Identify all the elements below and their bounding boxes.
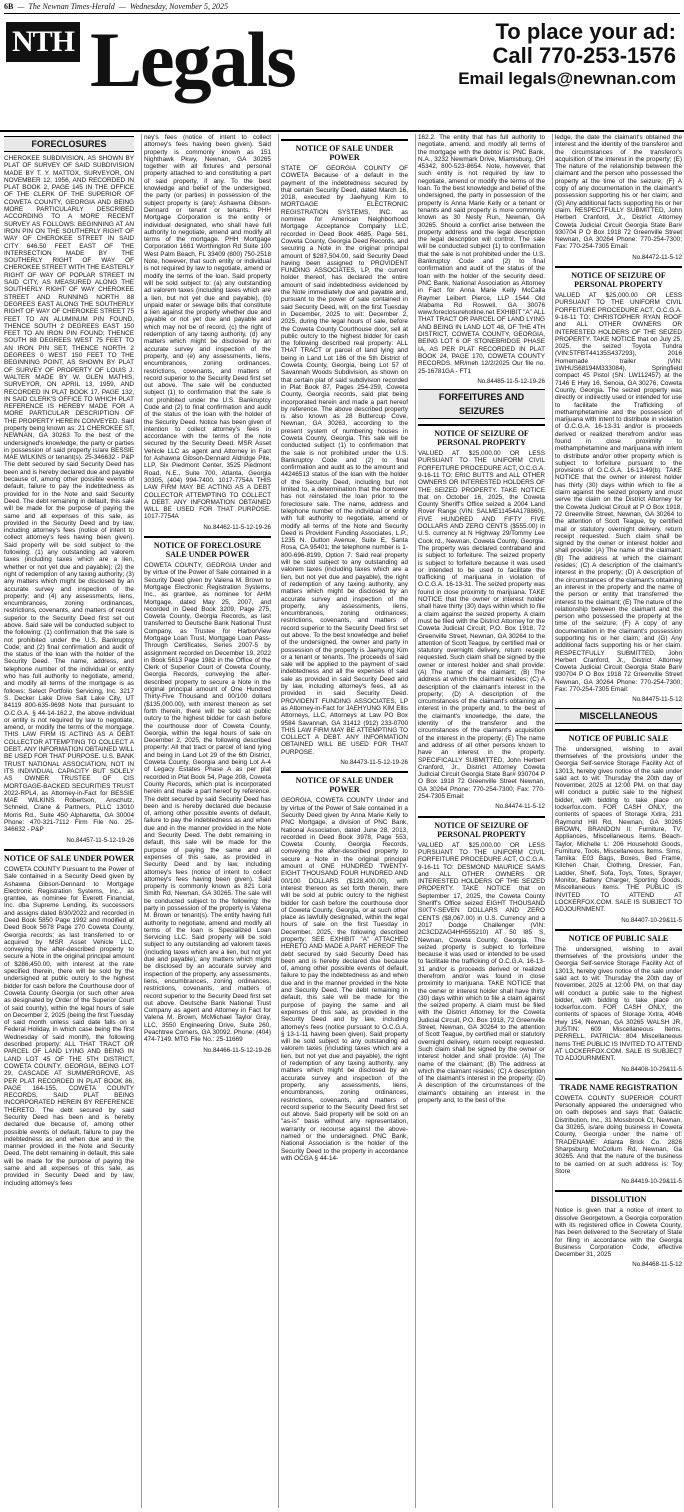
notice-reference-number: No.84408-10-29&11-5 [621,1065,682,1073]
notice-heading: NOTICE OF SALE UNDER POWER [281,139,408,162]
notice-reference-number: No.84419-10-29&11-5 [621,1178,682,1186]
legal-columns [4,134,684,1508]
notice-reference-number: No.84462-11-5-12-19-26 [203,523,271,531]
notice-reference-number: No.84472-11-5-12 [632,253,682,261]
section-header: MISCELLANEOUS [555,708,682,724]
notice-body: COWETA COUNTY, GEORGIA Under and by virtue of the Power of Sale contained in a Security Deed given by Valena M. Brown to Mortgage Electronic Registration Systems, Inc., as grantee, as nominee for AHM Mortgage, dated May 25, 2007, and recorded in Deed Book 3209, Page 275, Coweta County, Georgia Records, as last transferred to Deutsche Bank National Trust Company, as Trustee for HarborView Mortgage Loan Trust, Mortgage Loan Pass-Through Certificates, Series 2007-5 by assignment recorded on December 19, 2022 in Book 5613 Page 1982 in the Office of the Clerk of Superior Court of Coweta County, Georgia Records, conveying the after-described property to secure a Note in the original principal amount of One Hundred Thirty-Five Thousand and 00/100 dollars ($135,000.00), with interest thereon as set forth therein, there will be sold at public outcry to the highest bidder for cash before the courthouse door of Coweta County, Georgia, within the legal hours of sale on December 2, 2025, the following described property: All that tract or parcel of land lying and being in Land Lot 29 of the 6th District, Coweta County, Georgia and being Lot A-4 of Legacy Estates Phase A as per plat recorded in Plat Book 54, Page 208, Coweta County Records, which plat is incorporated herein and made a part hereof by reference. The debt secured by said Security Deed has been and is hereby declared due because of, among other possible events of default, failure to pay the indebtedness as and when due and in the manner provided in the Note and Security Deed. The debt remaining in default, this sale will be made for the purpose of paying the same and all expenses of this sale, as provided in Security Deed and by law, including attorney's fees (notice of intent to collect attorney's fees having been given). Said property is commonly known as 821 Lora Smith Rd, Newnan, GA 30265. The sale will be conducted subject to the following: the party in possession of the property is Valena M. Brown or tenant(s). The entity having full authority to negotiate, amend and modify all terms of the loan is Specialized Loan Servicing LLC. Said property will be sold subject to any outstanding ad valorem taxes (including taxes which are a lien, but not yet due and payable), any matters which might be disclosed by an accurate survey and inspection of the property, any assessments, liens, encumbrances, zoning ordinances, restrictions, covenants, and matters of record superior to the Security Deed first set out above. Deutsche Bank National Trust Company as agent and Attorney in Fact for Valena M. Brown, McMichael Taylor Gray, LLC, 3550 Engineering Drive, Suite 260, Peachtree Corners, GA 30092. Phone: (404) 474-7149. MTG File No.: 25-11669 [144,562,273,1044]
notice-body: GEORGIA, COWETA COUNTY Under and by virtue of the Power of Sale contained in a Security Deed given by Anna Marie Kelly to PNC Mortgage, a division of PNC Bank, National Association, dated June 28, 2013, recorded in Deed Book 3978, Page 553, Coweta County, Georgia Records, conveying the after-described property to secure a Note in the original principal amount of ONE HUNDRED TWENTY-EIGHT THOUSAND FOUR HUNDRED AND 00/100 DOLLARS ($128,400.00), with interest thereon as set forth therein, there will be sold at public outcry to the highest bidder for cash before the courthouse door of Coweta County, Georgia, or at such other place as lawfully designated, within the legal hours of sale on the first Tuesday in December, 2025, the following described property: SEE EXHIBIT "A" ATTACHED HERETO AND MADE A PART HEREOF The debt secured by said Security Deed has been and is hereby declared due because of, among other possible events of default, failure to pay the indebtedness as and when due and in the manner provided in the Note and Security Deed. The debt remaining in default, this sale will be made for the purpose of paying the same and all expenses of this sale, as provided in the Security Deed and by law, including attorney's fees (notice pursuant to O.C.G.A. § 13-1-11 having been given). Said property will be sold subject to any outstanding ad valorem taxes (including taxes which are a lien, but not yet due and payable), the right of redemption of any taxing authority, any matters which might be disclosed by an accurate survey and inspection of the property, any assessments, liens, encumbrances, zoning ordinances, restrictions, covenants, and matters of record superior to the Security Deed first set out above. Said property will be sold on an "as-is" basis without any representation, warranty or recourse against the above-named or the undersigned. PNC Bank, National Association is the holder of the Security Deed to the property in accordance with OCGA § 44-14- [281,797,410,1162]
notice-heading: NOTICE OF SEIZURE OF PERSONAL PROPERTY [418,816,545,839]
notice-body: VALUED AT $25,000.00 OR LESS PURSUANT TO THE UNIFORM CIVIL FORFEITURE PROCEDURE ACT, O.C.G.A. 9-16-11 TO: ERIC BUTTS and ALL OTHER OWNERS OR INTERESTED HOLDERS OF THE SEIZED PROPERTY. TAKE NOTICE that on October 16, 2025, the Coweta County Sheriff's Office seized a 2004 Land Rover Range (VIN: SALME11454A178860), FIVE HUNDRED AND FIFTY FIVE DOLLARS AND ZERO CENTS ($555.00) in U.S. currency at N Highway 29/Tommy Lee Cook rd., Newnan, Coweta County, Georgia. The property was declared contraband and is subject to forfeiture. The seized property is subject to forfeiture because it was used or intended to be used to facilitate the trafficking of marijuana in violation of O.C.G.A. 16-13-31. The seized property was found in close proximity to marijuana. TAKE NOTICE that the owner or interest holder shall have thirty (30) days within which to file a claim against the seized property. A claim must be filed with the District Attorney for the Coweta Judicial Circuit, P.O. Box 1918, 72 Greenville Street, Newnan, GA 30264 to the attention of Scott Teague, by certified mail or statutory overnight delivery, return receipt requested. Such claim shall be signed by the owner or interest holder and shall provide: (A) The name of the claimant; (B) The address at which the claimant resides; (C) A description of the claimant's interest in the property; (D) A description of the circumstances of the claimant's obtaining an interest in the property and, to the best of the claimant's knowledge, the date, the identity of the transferor and the circumstances of the claimant's acquisition of the interest in the property; (E) The name and address of all other persons known to have an interest in the property. SPECIFICALLY SUBMITTED, John Herbert Cranford, Jr., District Attorney Coweta Judicial Circuit Georgia State Bar# 930704 P O Box 1918 72 Greenville Street Newnan, GA 30264 Phone: 770-254-7300; Fax: 770-254-7305 Email: [418,450,547,801]
issue-date: Wednesday, November 5, 2025 [129,2,228,11]
place-ad-heading: To place your ad: [495,19,676,44]
notice-body: STATE OF GEORGIA COUNTY OF COWETA Because of a default in the payment of the indebtedness secured by that certain Security Deed, dated March 16, 2018, executed by Jaehyung Kim to MORTGAGE ELECTRONIC REGISTRATION SYSTEMS, INC. as nominee for American Neighborhood Mortgage Acceptance Company LLC, recorded in Deed Book 4685, Page 561, Coweta County, Georgia Deed Records, and securing a Note in the original principal amount of $287,504.00, said Security Deed having been assigned to PROVIDENT FUNDING ASSOCIATES, LP, the current holder thereof, has declared the entire amount of said indebtedness evidenced by the Note immediately due and payable and, pursuant to the power of sale contained in said Security Deed, will, on the first Tuesday in December, 2025 to wit: December 2, 2025, during the legal hours of sale, before the Coweta County Courthouse door, sell at public outcry to the highest bidder for cash the following described real property: ALL THAT TRACT or parcel of land lying and being in Land Lot 186 of the 5th District of Coweta County, Georgia, being Lot 57 of Savannah Woods Subdivision, as shown on that certain plat of said subdivision recorded in Plat Book 87, Pages 254-259, Coweta County, Georgia records, said plat being incorporated herein and made a part hereof by reference. The above described property is also known as 28 Buttercup Cove, Newnan, GA 30263, according to the present system of numbering houses in Coweta County, Georgia. This sale will be conducted subject (1) to confirmation that the sale is not prohibited under the U.S. Bankruptcy Code and (2) to final confirmation and audit as to the amount and 44246513 status of the loan with the holder of the Security Deed, including but not limited to, a determination that the borrower has not reinstated the loan prior to the foreclosure sale. The name, address and telephone number of the individual or entity with full authority to negotiate, amend or modify all terms of the Note and Security Deed is Provident Funding Associates, L.P., 1235 N. Dutton Avenue, Suite E, Santa Rosa, CA 95401; the telephone number is 1-800-696-8199, Option 7. Said real property will be sold subject to any outstanding ad valorem taxes (including taxes which are a lien, but not yet due and payable), the right of redemption of any taxing authority, any matters which might be disclosed by an accurate survey and inspection of the property, any assessments, liens, encumbrances, zoning ordinances, restrictions, covenants, and matters of record superior to the Security Deed first set out above. To the best knowledge and belief of the undersigned, the owner and party in possession of the property is Jaehyung Kim or a tenant or tenants. The proceeds of said sale will be applied to the payment of said indebtedness and all the expenses of said sale as provided in said Security Deed and by law, including attorney's fees, all as provided in said Security Deed. PROVIDENT FUNDING ASSOCIATES, LP as Attorney-in-Fact for JAEHYUNG KIM Ellis Attorneys, LLC, Attorneys at Law PO Box 9584 Savannah, GA 31412 (912) 233-0700 THIS LAW FIRM MAY BE ATTEMPTING TO COLLECT A DEBT. ANY INFORMATION OBTAINED WILL BE USED FOR THAT PURPOSE. [281,165,410,756]
notice-body: ledge, the date the claimant's obtained the interest and the identity of the transferor and the circumstances of the transferor's acquisition of the interest in the property; (E) The nature of the relationship between the claimant and the person who possessed the property at the time of the seizure; (F) A copy of any documentation in the claimant's possession supporting his or her claim; and (G) Any additional facts supporting his or her claim. RESPECTFULLY SUBMITTED, John Herbert Cranford, Jr., District Attorney Coweta Judicial Circuit Georgia State Bar# 930704 P O Box 1918 72 Greenville Street Newnan, GA 30264 Phone: 770-254-7300; Fax: 770-254-7305 Email: [555,134,684,251]
notice-reference-number: No.84457-11-5-12-19-26 [66,836,134,844]
place-ad-phone: Call 770-253-1576 [492,43,676,68]
notice-body: VALUED AT $25,000.00 OR LESS PURSUANT TO THE UNIFORM CIVIL FORFEITURE PROCEDURE ACT, O.C.G.A. 9-16-11 TO: DESMOND MAURICE SAMS and ALL OTHER OWNERS OR INTERESTED HOLDERS OF THE SEIZED PROPERTY. TAKE NOTICE that on September 17, 2025, the Coweta County Sheriff's Office seized EIGHT THOUSAND SIXTY-SEVEN DOLLARS AND ZERO CENTS ($8,067.00) in U.S. Currency and a 2017 Dodge Challenger (VIN: 2C3CDZAG4HH555210) AT 50 I85 S, Newnan, Coweta County, Georgia. The seized property is subject to forfeiture because it was used or intended to be used to facilitate the trafficking of O.C.G.A. 16-13-31 and/or is proceeds derived or realized therefrom and/or was found in close proximity to marijuana. TAKE NOTICE that the owner or interest holder shall have thirty (30) days within which to file a claim against the seized property. A claim must be filed with the District Attorney for the Coweta Judicial Circuit, P.O. Box 1918, 72 Greenville Street, Newnan, GA 30264 to the attention of Scott Teague, by certified mail or statutory overnight delivery, return receipt requested. Such claim shall be signed by the owner or interest holder and shall provide: (A) The name of the claimant; (B) The address at which the claimant resides; (C) A description of the claimant's interest in the property; (D) A description of the circumstances of the claimant's obtaining an interest in the property and, to the best of the [418,841,547,1105]
notice-reference-number: No.84466-11-5-12-19-26 [203,1046,271,1054]
notice-heading: NOTICE OF PUBLIC SALE [555,929,682,943]
page-label: 6B [4,2,14,11]
page-top-line: 6B — The Newnan Times-Herald — Wednesday, November 5, 2025 [4,2,680,14]
notice-body: Notice is given that a notice of intent to dissolve Georgetown, a Georgia corporation with its registered office in Coweta County, has been delivered to the Secretary of State for filing in accordance with the Georgia Business Corporation Code, effective December 31, 2025 [555,1207,684,1259]
notice-reference-number: No.84473-11-5-12-19-26 [340,759,408,767]
nth-logo: NTH [6,22,80,62]
notice-body: COWETA COUNTY SUPERIOR COURT Personally appeared the undersigned who on oath deposes and says that: Galactic Distribution, Inc., 31 Mossbrook Ct, Newnan, Ga 30265, is/are doing business in Coweta County, Georgia under the name of: TRADENAME: Atlanta Brick Co. 2826 Sharpsburg McCollum Rd, Newnan, Ga 30265. And that the nature of the business to be carried on at such address is: Toy Store [555,1094,684,1175]
notice-body: The undersigned, wishing to avail themselves of the provisions under the Georgia Self-service Storage Facility Act of 13013, hereby gives notice of the sale under said act to wit: Thursday the 20th day of November, 2025 at 12:00 PM. on that day will conduct a public sale to the highest bidder, with bidding to take place on lockerfox.com. FOR CASH ONLY, the contents of spaces of Storage Xxtra, 4046 Hwy 154, Newnan, GA 30265 WALSH JR, JUSTIN: 609 Miscellaneous Items. PERRELL, PATRICIA: 804 Miscellaneous Items THE PUBLIC IS INVITED TO ATTEND AT LOCKERFOX.COM. SALE IS SUBJECT TO ADJOURNMENT. [555,945,684,1063]
notice-heading: NOTICE OF SALE UNDER POWER [281,771,408,794]
notice-heading: NOTICE OF FORECLOSURE SALE UNDER POWER [144,536,271,559]
column-1 [4,134,134,1508]
notice-body: VALUED AT $25,000.00 OR LESS PURSUANT TO THE UNIFORM CIVIL FORFEITURE PROCEDURE ACT, O.C.G.A. 9-16-11 TO: CHRISTOPHER RYAN ROOF and ALL OTHER OWNERS OR INTERESTED HOLDERS OF THE SEIZED PROPERTY. TAKE NOTICE that on July 25, 2025, the seized Toyota Tundra (VIN:5TFBT44135S437293), 2016 Homemade trailer (VIN: 1WHUS68194M333084), Springfield compact 45 Pistol (SN: LW112457) at the 7146 E Hwy 16, Senoia, GA 30276, Coweta County, Georgia. The seized property was directly or indirectly used or intended for use to facilitate the Trafficking of methamphetamine and the possession of marijuana with intent to distribute in violation of O.C.G.A. 16-13-31 and/or is proceeds derived or realized therefrom and/or was found in close proximity to methamphetamine and marijuana with intent to distribute and/or other property which is subject to forfeiture pursuant to the provisions of O.C.G.A. 16-13-49(b). TAKE NOTICE that the owner or interest holder has thirty (30) days within which to file a claim against the seized property and must serve the claim on the District Attorney for the Coweta Judicial Circuit at P O Box 1918, 72 Greenville Street, Newnan, GA 30264 to the attention of Scott Teague, by certified mail or statutory overnight delivery, return receipt requested. Such claim shall be signed by the owner or interest holder and shall provide: (A) The name of the claimant; (B) The address at which the claimant resides; (C) A description of the claimant's interest in the property; (D) A description of the circumstances of the claimant's obtaining an interest in the property and the name of the person or entity that transferred the interest to the claimant; (E) The nature of the relationship between the claimant and the person who possessed the property at the time of the seizure; (F) A copy of any documentation in the claimant's possession supporting his or her claim; and (G) Any additional facts supporting his or her claim. RESPECTFULLY SUBMITTED, John Herbert Cranford, Jr., District Attorney Coweta Judicial Circuit Georgia State Bar# 930704 P O Box 1918 72 Greenville Street Newnan, GA 30264 Phone: 770-254-7300; Fax: 770-254-7305 Email: [555,292,684,694]
notice-reference-number: No.84485-11-5-12-19-26 [477,377,545,385]
notice-heading: NOTICE OF PUBLIC SALE [555,729,682,743]
masthead [0,14,684,132]
notice-heading: NOTICE OF SEIZURE OF PERSONAL PROPERTY [555,266,682,289]
paper-name: The Newnan Times-Herald [28,2,115,11]
column-3 [278,134,408,1508]
column-5 [552,134,682,1508]
notice-body: COWETA COUNTY Pursuant to the Power of Sale contained in a Security Deed given by Ashawna Gibson-Dennard to Mortgage Electronic Registration Systems, Inc., as grantee, as nominee for Everett Financial, Inc. dba Supreme Lending, its successors and assigns dated 8/30/2022 and recorded in Deed Book 5850 Page 1992 and modified at Deed Book 5678 Page 270 Coweta County, Georgia records; as last transferred to or acquired by MSR Asset Vehicle LLC, conveying the after-described property to secure a Note in the original principal amount of $286,450.00, with interest at the rate specified therein, there will be sold by the undersigned at public outcry to the highest bidder for cash before the Courthouse door of Coweta County Georgia (or such other area as designated by Order of the Superior Court of said county), within the legal hours of sale on December 2, 2025 (being the first Tuesday of said month unless said date falls on a Federal Holiday, in which case being the first Wednesday of said month), the following described property: ALL THAT TRACT OR PARCEL OF LAND LYING AND BEING IN LAND LOT 45 OF THE 5TH DISTRICT, COWETA COUNTY, GEORGIA, BEING LOT 29, CASCADE AT SUMMERGROVE, AS PER PLAT RECORDED IN PLAT BOOK 86, PAGE 164-155, COWETA COUNTY RECORDS, SAID PLAT BEING INCORPORATED HEREIN BY REFERENCE THERETO. The debt secured by said Security Deed has been and is hereby declared due because of, among other possible events of default, failure to pay the indebtedness as and when due and in the manner provided in the Note and Security Deed. The debt remaining in default, this sale will be made for the purpose of paying the same and all expenses of this sale, as provided in Security Deed and by law, including attorney's fees [4,865,136,1187]
notice-heading: TRADE NAME REGISTRATION [555,1078,682,1092]
notice-body: 162.2. The entity that has full authority to negotiate, amend, and modify all terms of the mortgage with the debtor is: PNC Bank, N.A., 3232 Newmark Drive, Miamisburg, OH 45342, 800-523-8654. Note, however, that such entity is not required by law to negotiate, amend or modify the terms of the loan. To the best knowledge and belief of the undersigned, the party in possession of the property is Anna Marie Kelly or a tenant or tenants and said property is more commonly known as 30 Nesty Run, Newnan, GA 30265. Should a conflict arise between the property address and the legal description the legal description will control. The sale will be conducted subject (1) to confirmation that the sale is not prohibited under the U.S. Bankruptcy Code and (2) to final confirmation and audit of the status of the loan with the holder of the security deed. PNC Bank, National Association as Attorney in Fact for Anna Marie Kelly McCalla Raymer Leibert Pierce, LLP 1544 Old Alabama Rd Roswell, GA 30076 www.foreclosurehotline.net EXHIBIT "A" ALL THAT TRACT OR PARCEL OF LAND LYING AND BEING IN LAND LOT 48, OF THE 4TH DISTRICT, COWETA COUNTY, GEORGIA, BEING LOT 6 OF STONEBRIDGE PHASE IA, AS PER PLAT RECORDED IN PLAT BOOK 24, PAGE 170, COWETA COUNTY RECORDS. MR/meh 12/2/2025 Our file no. 25-16781GA - FT1 [418,134,547,375]
notice-reference-number: No.84407-10-29&11-5 [621,916,682,924]
place-ad-email: Email legals@newnan.com [458,69,676,88]
notice-heading: DISSOLUTION [555,1190,682,1204]
notice-body: The undersigned, wishing to avail themselves of the provisions under the Georgia Self-service Storage Facility Act of 13013, hereby gives notice of the sale under said act to wit: Thursday the 20th day of November, 2025 at 12:00 PM. on that day will conduct a public sale to the highest bidder, with bidding to take place on lockerfox.com. FOR CASH ONLY, the contents of spaces of Storage Xxtra, 231 Raymond Hill Rd, Newnan, GA 30265 BROWN, BRANDON II: Furniture, TV, Appliances, Miscellaneous Items. Beach-Taylor, Michelle L: 206 Household Goods, Furniture, Tools, Miscellaneous Items. Sims, Tamika: E03 Bags, Boxes, Bed Frame, Kitchen Chair, Clothing, Dresser, Fan, Ladder, Shelf, Sofa, Toys, Totes, Sprayer, Monitor, Battery Charger, Sporting Goods, Miscellaneous Items. THE PUBLIC IS INVITED TO ATTEND AT LOCKERFOX.COM. SALE IS SUBJECT TO ADJOURNMENT. [555,745,684,914]
notice-reference-number: No.84474-11-5-12 [495,803,545,811]
notice-heading: NOTICE OF SALE UNDER POWER [4,849,134,863]
notice-reference-number: No.84475-11-5-12 [632,696,682,704]
place-ad-box [446,20,676,90]
notice-heading: NOTICE OF SEIZURE OF PERSONAL PROPERTY [418,424,545,447]
notice-body: ney's fees (notice of intent to collect attorney's fees having been given). Said property is commonly known as 151 Nighthawk Pkwy, Newnan, GA 30265 together with all fixtures and personal property attached to and constituting a part of said property, if any. To the best knowledge and belief of the undersigned, the party (or parties) in possession of the subject property is (are): Ashawna Gibson-Dennard or tenant or tenants. PHH Mortgage Corporation is the entity or individual designated, who shall have full authority to negotiate, amend and modify all terms of the mortgage. PHH Mortgage Corporation 1661 Worthington Rd Suite 100 West Palm Beach, FL 33409 (800) 750-2518 Note, however, that such entity or individual is not required by law to negotiate, amend or modify the terms of the loan. Said property will be sold subject to: (a) any outstanding ad valorem taxes (including taxes which are a lien, but not yet due and payable), (b) unpaid water or sewage bills that constitute a lien against the property whether due and payable or not yet due and payable and which may not be of record, (c) the right of redemption of any taxing authority, (d) any matters which might be disclosed by an accurate survey and inspection of the property, and (e) any assessments, liens, encumbrances, zoning ordinances, restrictions, covenants, and matters of record superior to the Security Deed first set out above. The sale will be conducted subject (1) to confirmation that the sale is not prohibited under the U.S. Bankruptcy Code and (2) to final confirmation and audit of the status of the loan with the holder of the Security Deed. Notice has been given of intention to collect attorney's fees in accordance with the terms of the note secured by the Security Deed. MSR Asset Vehicle LLC as agent and Attorney in Fact for Ashawna Gibson-Dennard Aldridge Pite, LLP, Six Piedmont Center, 3525 Piedmont Road, N.E., Suite 700, Atlanta, Georgia 30305, (404) 994-7400. 1017-7754A THIS LAW FIRM MAY BE ACTING AS A DEBT COLLECTOR ATTEMPTING TO COLLECT A DEBT. ANY INFORMATION OBTAINED WILL BE USED FOR THAT PURPOSE. 1017-7754A [144,134,273,521]
notice-body: CHEROKEE SUBDIVISION, AS SHOWN BY PLAT OF SURVEY OF SAID SUBDIVISION MADE BY T. Y. MATTOX, SURVEYOR, ON NOVEMBER 12, 1956, AND RECORDED IN PLAT BOOK 2, PAGE 145 IN THE OFFICE OF THE CLERK OF THE SUPERIOR OF COWETA COUNTY, GEORGIA AND BEING MORE PARTICULARLY DESCRIBED ACCORDING TO A MORE RECENT SURVEY AS FOLLOWS: BEGINNING AT AN IRON PIN ON THE SOUTHERLY RIGHT OF WAY OF CHEROKEE STREET IN SAID CITY 646.50 FEET EAST OF THE INTERSECTION MADE BY THE SOUTHERLY RIGHT OF WAY OF CHEROKEE STREET WITH THE EASTERLY RIGHT OF WAY OF POPLAR STREET IN SAID CITY, AS MEASURED ALONG THE SOUTHERLY RIGHT OF WAY CHEROKEE STREET AND RUNNING NORTH 88 DEGREES EAST ALONG THE SOUTHERLY RIGHT OF WAY OF CHEROKEE STREET 75 FEET TO AN ALUMINUM PIN FOUND, THENCE SOUTH 2 DEGREES EAST 150 FEET TO AN IRON PIN FOUND; THENCE SOUTH 88 DEGREES WEST 75 FEET TO AN IRON PIN SET; THENCE NORTH 2 DEGREES 0 WEST 150 FEET TO THE BEGINNING POINT, AS SHOWN BY PLAT OF SURVEY OF PROPERTY OF LOUIS J. WALTER MADE BY W. GLEN MATHIS, SURVEYOR, ON APRIL 13, 1959, AND RECORDED IN PLAT BOOK 17, PAGE 132, IN SAID CLERK'S OFFICE TO WHICH PLAT REFERENCE IS HEREBY MADE FOR A MORE PARTICULAR DESCRIPTION OF THE PROPERTY HEREIN CONVEYED. Said property being known as: 21 CHEROKEE ST, NEWNAN, GA 30263 To the best of the undersigned's knowledge, the party or parties in possession of said property is/are BESSIE MAE WILKINS or tenant(s). 25-346632 - P&P The debt secured by said Security Deed has been and is hereby declared due and payable because of, among other possible events of default, failure to pay the indebtedness as provided for in the Note and said Security Deed. The debt remaining in default, this sale will be made for the purpose of paying the same and all expenses of this sale, as provided in the Security Deed and by law, including attorney's fees (notice of intent to collect attorney's fees having been given). Said property will be sold subject to the following: (1) any outstanding ad valorem taxes (including taxes which are a lien, whether or not yet due and payable); (2) the right of redemption of any taxing authority; (3) any matters which might be disclosed by an accurate survey and inspection of the property; and (4) any assessments, liens, encumbrances, zoning ordinances, restrictions, covenants, and matters of record superior to the Security Deed first set out above. Said sale will be conducted subject to the following: (1) confirmation that the sale is not prohibited under the U.S. Bankruptcy Code; and (2) final confirmation and audit of the status of the loan with the holder of the Security Deed. The name, address, and telephone number of the individual or entity who has full authority to negotiate, amend, and modify all terms of the mortgage is as follows: Select Portfolio Servicing, Inc. 3217 S. Decker Lake Drive Salt Lake City, UT 84119 800-635-9698 Note that pursuant to O.C.G.A. § 44-14-162.2, the above individual or entity is not required by law to negotiate, amend, or modify the terms of the mortgage. THIS LAW FIRM IS ACTING AS A DEBT COLLECTOR ATTEMPTING TO COLLECT A DEBT. ANY INFORMATION OBTAINED WILL BE USED FOR THAT PURPOSE. U.S. BANK TRUST NATIONAL ASSOCIATION, NOT IN ITS INDIVIDUAL CAPACITY BUT SOLELY AS OWNER TRUSTEE OF CIS MORTGAGE-BACKED SECURITIES TRUST 2022-RPL4, as Attorney-in-Fact for BESSIE MAE WILKINS Robertson, Anschutz, Schneid, Crane & Partners, PLLC 13010 Morris Rd., Suite 450 Alpharetta, GA 30004 Phone: 470-321-7112 Firm File No. 25-346632 - P&P [4,155,136,834]
notice-reference-number: No.84468-11-5-12 [632,1261,682,1269]
column-4 [415,134,545,1508]
section-title: Legals [90,16,295,103]
section-header: FORECLOSURES [4,136,134,152]
section-header: FORFEITURES AND SEIZURES [418,389,545,419]
column-2 [141,134,271,1508]
